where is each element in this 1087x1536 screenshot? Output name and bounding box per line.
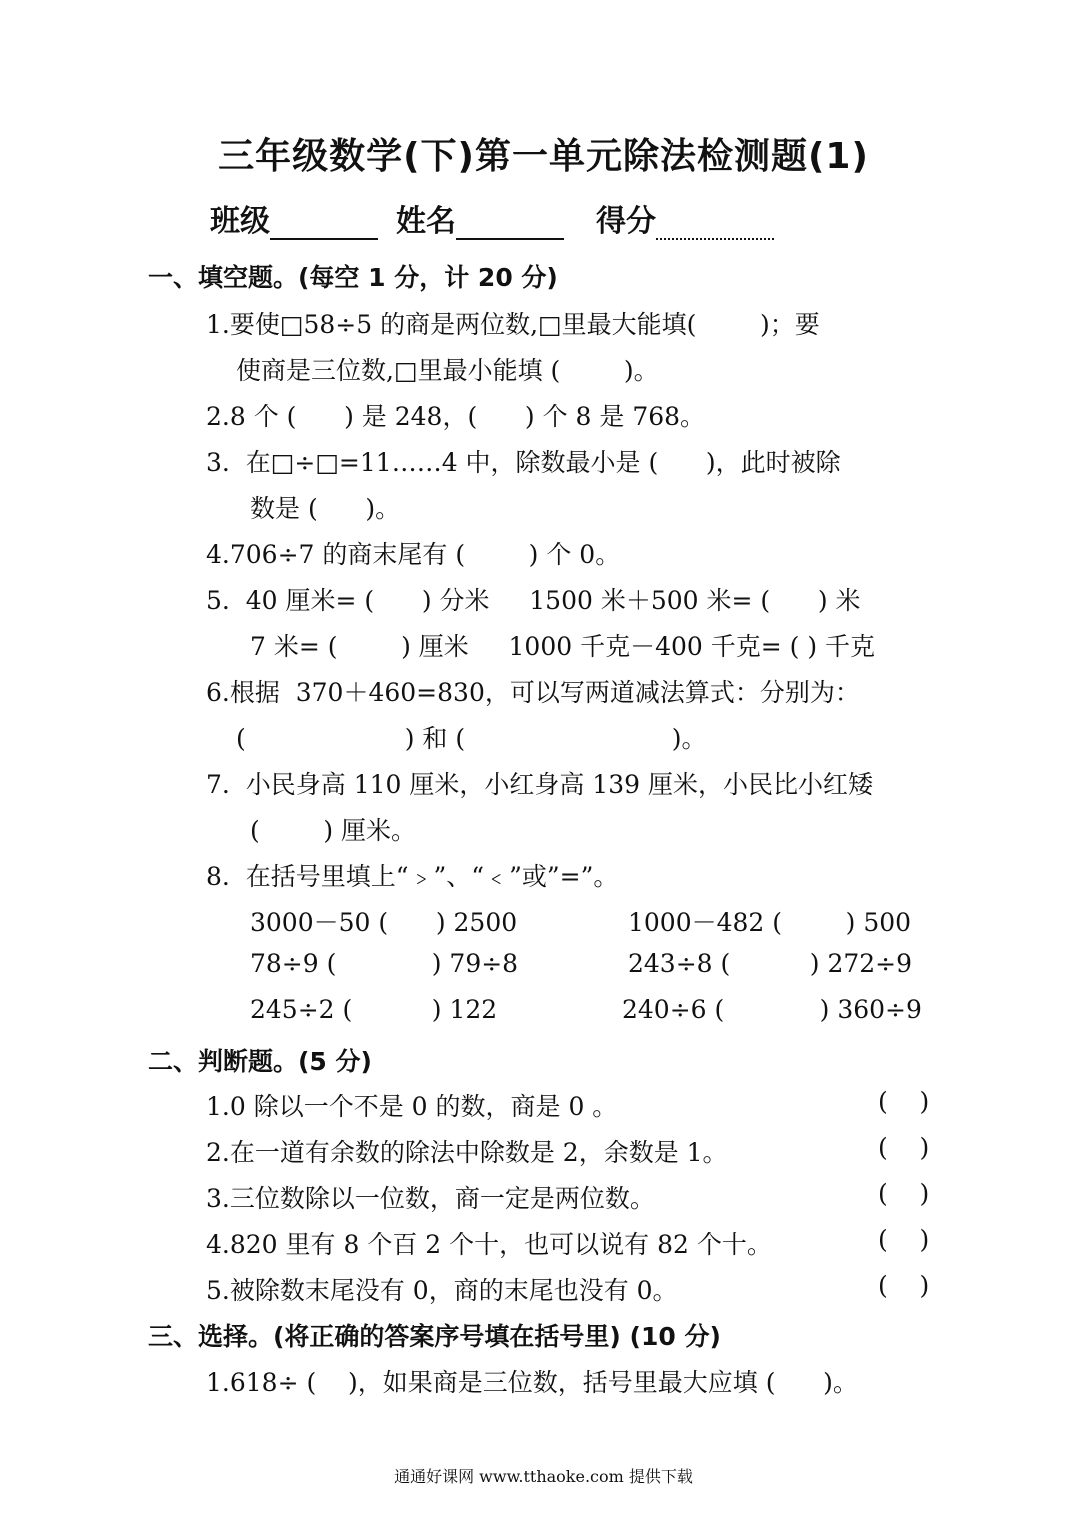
section-2-heading: 二、判断题。(5 分) — [148, 1047, 372, 1076]
page-footer: 通通好课网 www.tthaoke.com 提供下载 — [394, 1467, 693, 1486]
question-4: 4.706÷7 的商末尾有 ( ) 个 0。 — [206, 540, 621, 569]
question-3-line-1: 3. 在□÷□=11……4 中，除数最小是 ( )，此时被除 — [206, 448, 841, 477]
judge-item: 4.820 里有 8 个百 2 个十，也可以说有 82 个十。 — [206, 1230, 772, 1259]
page-title: 三年级数学(下)第一单元除法检测题(1) — [218, 136, 869, 177]
question-2: 2.8 个 ( ) 是 248，( ) 个 8 是 768。 — [206, 402, 706, 431]
compare-item: 245÷2 ( ) 122 — [250, 995, 498, 1024]
question-7-line-1: 7. 小民身高 110 厘米，小红身高 139 厘米，小民比小红矮 — [206, 770, 873, 799]
compare-item: 3000－50 ( ) 2500 — [250, 908, 518, 937]
judge-answer-paren[interactable]: ( ) — [878, 1179, 930, 1208]
name-label: 姓名 — [396, 204, 456, 239]
judge-answer-paren[interactable]: ( ) — [878, 1271, 930, 1300]
question-6-line-1: 6.根据 370＋460=830，可以写两道减法算式：分别为： — [206, 678, 860, 707]
class-label: 班级 — [210, 204, 270, 239]
question-3-line-2: 数是 ( )。 — [250, 494, 401, 523]
name-blank[interactable] — [456, 208, 564, 240]
student-info-row — [210, 196, 792, 240]
score-blank[interactable] — [656, 208, 774, 240]
section-1-heading: 一、填空题。(每空 1 分，计 20 分) — [148, 263, 558, 292]
judge-item: 1.0 除以一个不是 0 的数，商是 0 。 — [206, 1092, 618, 1121]
question-5-line-1: 5. 40 厘米= ( ) 分米 1500 米＋500 米= ( ) 米 — [206, 586, 861, 615]
question-1-line-1: 1.要使□58÷5 的商是两位数,□里最大能填( )；要 — [206, 310, 820, 339]
section-3-heading: 三、选择。(将正确的答案序号填在括号里) (10 分) — [148, 1322, 721, 1351]
judge-answer-paren[interactable]: ( ) — [878, 1133, 930, 1162]
question-7-line-2: ( ) 厘米。 — [250, 816, 417, 845]
compare-item: 243÷8 ( ) 272÷9 — [628, 949, 913, 978]
question-1-line-2: 使商是三位数,□里最小能填 ( )。 — [236, 356, 659, 385]
compare-item: 1000－482 ( ) 500 — [628, 908, 912, 937]
question-5-line-2: 7 米= ( ) 厘米 1000 千克－400 千克= ( ) 千克 — [250, 632, 876, 661]
judge-answer-paren[interactable]: ( ) — [878, 1225, 930, 1254]
judge-item: 2.在一道有余数的除法中除数是 2，余数是 1。 — [206, 1138, 728, 1167]
question-8: 8. 在括号里填上“﹥”、“﹤”或”=”。 — [206, 862, 619, 891]
question-6-line-2: ( ) 和 ( )。 — [236, 724, 707, 753]
score-label: 得分 — [596, 204, 656, 239]
judge-item: 5.被除数末尾没有 0，商的末尾也没有 0。 — [206, 1276, 678, 1305]
compare-item: 78÷9 ( ) 79÷8 — [250, 949, 519, 978]
class-blank[interactable] — [270, 208, 378, 240]
judge-answer-paren[interactable]: ( ) — [878, 1087, 930, 1116]
compare-item: 240÷6 ( ) 360÷9 — [622, 995, 922, 1024]
choice-question-1: 1.618÷ ( )，如果商是三位数，括号里最大应填 ( )。 — [206, 1368, 858, 1397]
judge-item: 3.三位数除以一位数，商一定是两位数。 — [206, 1184, 655, 1213]
